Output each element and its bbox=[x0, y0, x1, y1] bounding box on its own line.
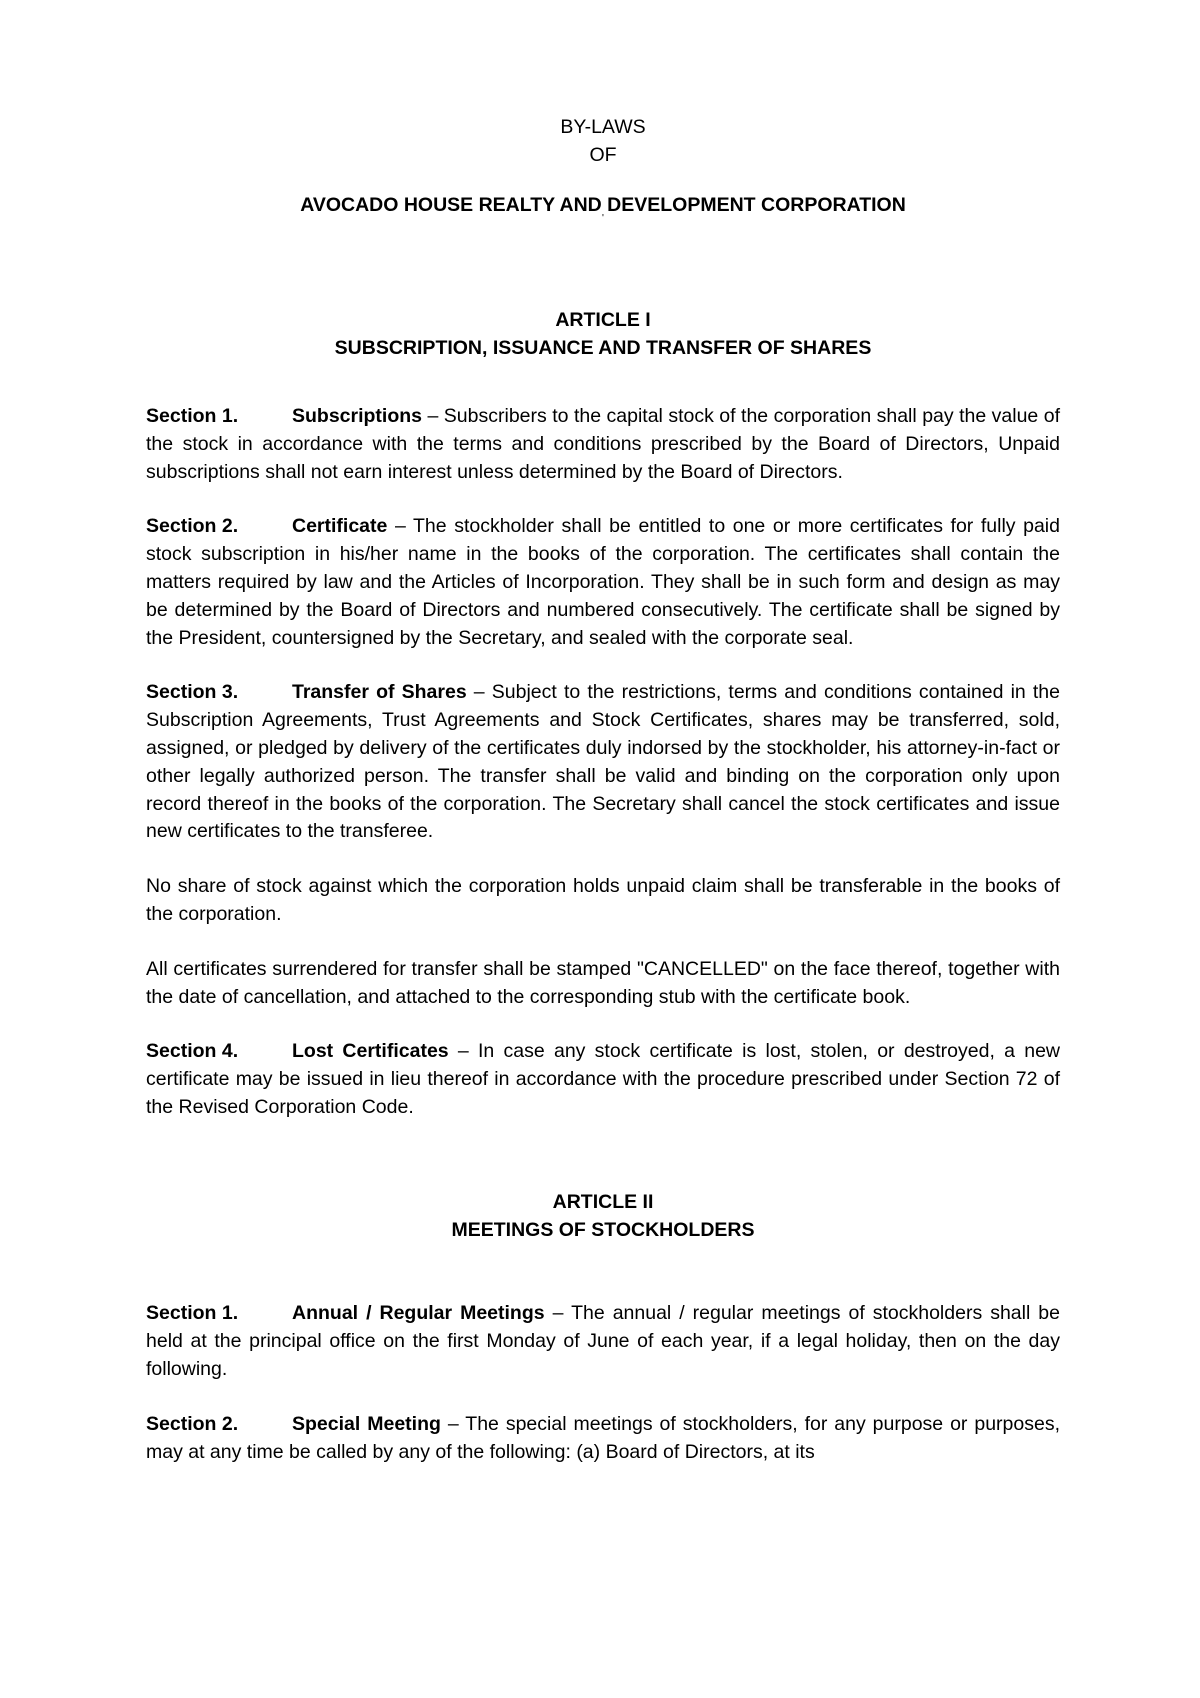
section-label: Section 2. bbox=[146, 515, 239, 538]
article-1-section-4 bbox=[146, 1038, 1060, 1121]
section-heading: Lost Certificates bbox=[292, 1040, 449, 1063]
section-body: – The stockholder shall be entitled to one or more certificates for fully paid stock subscription in his/her name in the books of the corporation. The certificates shall contain the matters required by law and the Articles of Incorporation. They shall be in such form and design as may be determined by the Board of Directors and numbered consecutively. The certificate shall be signed by the President, countersigned by the Secretary, and sealed with the corporate seal. bbox=[146, 515, 1060, 649]
paragraph-cancelled-certificates: All certificates surrendered for transfer shall be stamped "CANCELLED" on the face thereof, together with the date of cancellation, and attached to the corresponding stub with the certificate book. bbox=[146, 957, 1060, 1008]
doc-title-bylaws: BY-LAWS bbox=[560, 116, 646, 138]
section-label: Section 1. bbox=[146, 1302, 239, 1325]
section-heading: Certificate bbox=[292, 515, 388, 538]
section-label: Section 3. bbox=[146, 681, 239, 704]
section-body: – The special meetings of stockholders, for any purpose or purposes, may at any time be called by any of the following: (a) Board of Directors, at its bbox=[146, 1412, 1060, 1463]
section-body: – Subject to the restrictions, terms and conditions contained in the Subscription Agreements, Trust Agreements and Stock Certificates, shares may be transferred, sold, assigned, or pledged by delivery of the certificates duly indorsed by the stockholder, his attorney-in-fact or other legally authorized person. The transfer shall be valid and binding on the corporation only upon record thereof in the books of the corporation. The Secretary shall cancel the stock certificates and issue new certificates to the transferee. bbox=[146, 681, 1061, 843]
stray-mark: ' bbox=[602, 213, 604, 225]
section-body: – Subscribers to the capital stock of the corporation shall pay the value of the stock in accordance with the terms and conditions prescribed by the Board of Directors, Unpaid subscriptions shall not earn interest unless determined by the Board of Directors. bbox=[146, 404, 1060, 483]
article-1-body bbox=[146, 403, 1060, 1122]
article-2-section-1 bbox=[146, 1300, 1060, 1383]
article-1-heading bbox=[146, 307, 1060, 363]
document-header bbox=[146, 114, 1060, 223]
article-1-number: ARTICLE I bbox=[555, 309, 651, 332]
document-page bbox=[146, 114, 1060, 1493]
section-body: – In case any stock certificate is lost, stolen, or destroyed, a new certificate may be issued in lieu thereof in accordance with the procedure prescribed under Section 72 of the Revised Corporation Code. bbox=[146, 1040, 1061, 1118]
article-1-section-1 bbox=[146, 403, 1060, 486]
section-label: Section 1. bbox=[146, 404, 239, 427]
article-1-section-2 bbox=[146, 513, 1060, 652]
section-label: Section 4. bbox=[146, 1040, 239, 1063]
doc-title-of: OF bbox=[589, 143, 617, 166]
paragraph-unpaid-claim: No share of stock against which the corporation holds unpaid claim shall be transferable in the books of the corporation. bbox=[146, 875, 1060, 925]
corporation-name: AVOCADO HOUSE REALTY AND DEVELOPMENT CORPORATION bbox=[300, 193, 906, 216]
article-2-section-2 bbox=[146, 1411, 1060, 1467]
article-2-body bbox=[146, 1300, 1060, 1466]
article-2-heading bbox=[146, 1189, 1060, 1245]
section-heading: Transfer of Shares bbox=[292, 681, 467, 704]
section-heading: Annual / Regular Meetings bbox=[292, 1302, 545, 1325]
section-heading: Special Meeting bbox=[292, 1412, 441, 1435]
article-2-title: MEETINGS OF STOCKHOLDERS bbox=[451, 1218, 755, 1241]
section-heading: Subscriptions bbox=[292, 404, 423, 427]
section-label: Section 2. bbox=[146, 1412, 239, 1435]
article-1-title: SUBSCRIPTION, ISSUANCE AND TRANSFER OF SHARES bbox=[334, 337, 872, 360]
section-body: – The annual / regular meetings of stockholders shall be held at the principal office on the first Monday of June of each year, if a legal holiday, then on the day following. bbox=[146, 1302, 1060, 1380]
article-1-section-3 bbox=[146, 679, 1060, 846]
article-2-number: ARTICLE II bbox=[552, 1190, 654, 1213]
